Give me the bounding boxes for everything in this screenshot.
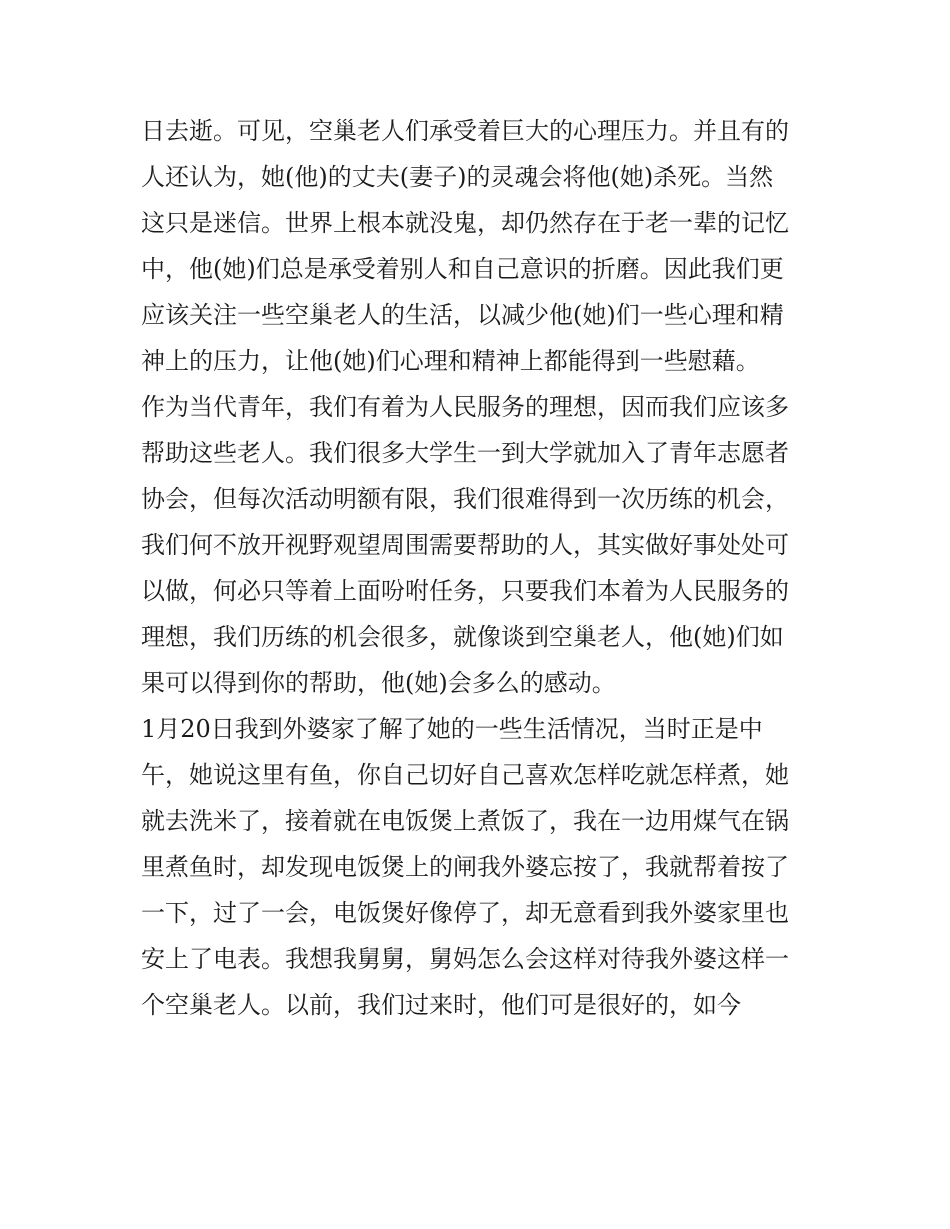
text-line: 日去逝。可见，空巢老人们承受着巨大的心理压力。并且有的 — [141, 117, 789, 145]
body-text — [141, 108, 821, 1028]
text-line: 神上的压力，让他(她)们心理和精神上都能得到一些慰藉。 — [141, 347, 760, 375]
text-line: 午，她说这里有鱼，你自己切好自己喜欢怎样吃就怎样煮，她 — [141, 761, 789, 789]
text-line: 作为当代青年，我们有着为人民服务的理想，因而我们应该多 — [141, 393, 789, 421]
text-line: 帮助这些老人。我们很多大学生一到大学就加入了青年志愿者 — [141, 439, 789, 467]
text-line: 果可以得到你的帮助，他(她)会多么的感动。 — [141, 669, 616, 697]
text-line: 应该关注一些空巢老人的生活，以减少他(她)们一些心理和精 — [141, 301, 784, 329]
text-line: 中，他(她)们总是承受着别人和自己意识的折磨。因此我们更 — [141, 255, 784, 283]
text-line: 就去洗米了，接着就在电饭煲上煮饭了，我在一边用煤气在锅 — [141, 807, 789, 835]
text-line: 1月20日我到外婆家了解了她的一些生活情况，当时正是中 — [141, 715, 763, 743]
text-line: 这只是迷信。世界上根本就没鬼，却仍然存在于老一辈的记忆 — [141, 209, 789, 237]
text-line: 理想，我们历练的机会很多，就像谈到空巢老人，他(她)们如 — [141, 623, 784, 651]
text-line: 个空巢老人。以前，我们过来时，他们可是很好的，如今 — [141, 991, 741, 1019]
text-line: 人还认为，她(他)的丈夫(妻子)的灵魂会将他(她)杀死。当然 — [141, 163, 774, 191]
text-line: 协会，但每次活动明额有限，我们很难得到一次历练的机会， — [141, 485, 789, 513]
text-line: 我们何不放开视野观望周围需要帮助的人，其实做好事处处可 — [141, 531, 789, 559]
text-line: 以做，何必只等着上面吩咐任务，只要我们本着为人民服务的 — [141, 577, 789, 605]
text-line: 安上了电表。我想我舅舅，舅妈怎么会这样对待我外婆这样一 — [141, 945, 789, 973]
text-line: 里煮鱼时，却发现电饭煲上的闸我外婆忘按了，我就帮着按了 — [141, 853, 789, 881]
text-line: 一下，过了一会，电饭煲好像停了，却无意看到我外婆家里也 — [141, 899, 789, 927]
